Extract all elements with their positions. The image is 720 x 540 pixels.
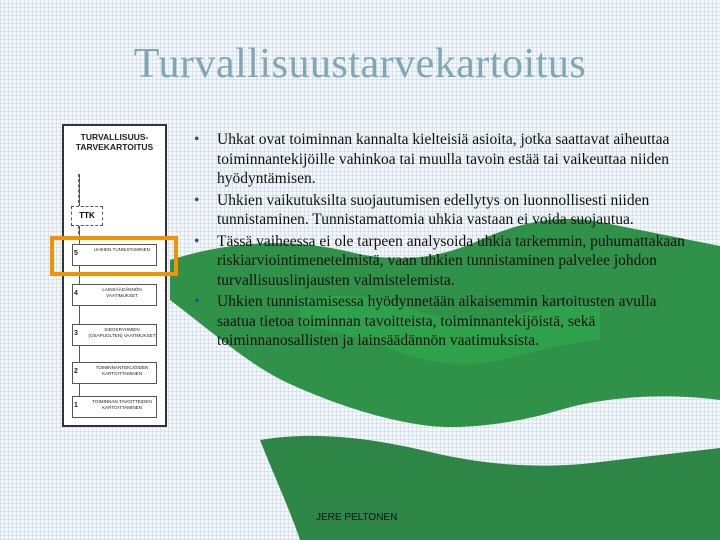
footer-author: JERE PELTONEN [316,512,398,523]
diagram-title [64,132,165,152]
step-label: TOIMINNAN TAVOITTEIDEN KARTOITTAMINEN [92,399,152,410]
step-number: 4 [74,290,78,297]
bullet-item [192,292,692,351]
bullet-list [192,130,692,353]
bullet-text: Tässä vaiheessa ei ole tarpeen analysoida uhkia tarkemmin, puhumattakaan riskiarviointimenetelmistä, vaan uhkien tunnistaminen palvelee johdon turvallisuuslinjausten valmistelemista. [217,232,685,289]
diagram-step [72,396,157,418]
bullet-dot-icon: • [194,293,200,310]
ttk-box: TTK [71,206,103,226]
step-number: 5 [74,250,78,257]
hand-shape [260,436,720,540]
highlight-box [50,236,178,276]
step-label: SIDOSRYHMIEN (OSAPUOLTEN) VAATIMUKSET [88,327,156,338]
bullet-text: Uhkat ovat toiminnan kannalta kielteisiä asioita, jotka saattavat aiheuttaa toiminnantekijöille vahinkoa tai muulla tavoin estää tai vaikeuttaa niiden hyödyntämisen. [217,131,670,187]
bullet-dot-icon: • [194,232,200,250]
diagram-step [72,362,157,384]
bullet-text: Uhkien vaikutuksilta suojautumisen edellytys on luonnollisesti niiden tunnistaminen. Tunnistamattomia uhkia vastaan ei voida suojautua. [217,191,650,228]
step-label: TOIMINNANTEKIJÖIDEN KARTOITTAMINEN [95,365,149,376]
diagram-step [72,284,157,306]
step-number: 1 [74,402,78,409]
bullet-item [192,232,692,291]
bullet-item [192,191,692,230]
bullet-text: Uhkien tunnistamisessa hyödynnetään aikaisemmin kartoitusten avulla saatua tietoa toiminnan tavoitteista, toiminnantekijöistä, sekä toiminnanosallisten ja lainsäädännön vaatimuksista. [217,293,657,349]
step-label: LAINSÄÄDÄNNÖN VAATIMUKSET [102,287,142,298]
bullet-dot-icon: • [194,131,200,148]
step-label: UHKIEN TUNNISTAMINEN [94,247,150,252]
step-number: 2 [74,368,78,375]
bullet-item [192,130,692,189]
diagram-title-line: TARVEKARTOITUS [75,142,154,152]
slide-title: Turvallisuustarvekartoitus [133,41,587,87]
diagram-title-line: TURVALLISUUS- [80,132,149,142]
bullet-dot-icon: • [194,191,200,209]
step-number: 3 [74,330,78,337]
diagram-step [72,324,157,346]
